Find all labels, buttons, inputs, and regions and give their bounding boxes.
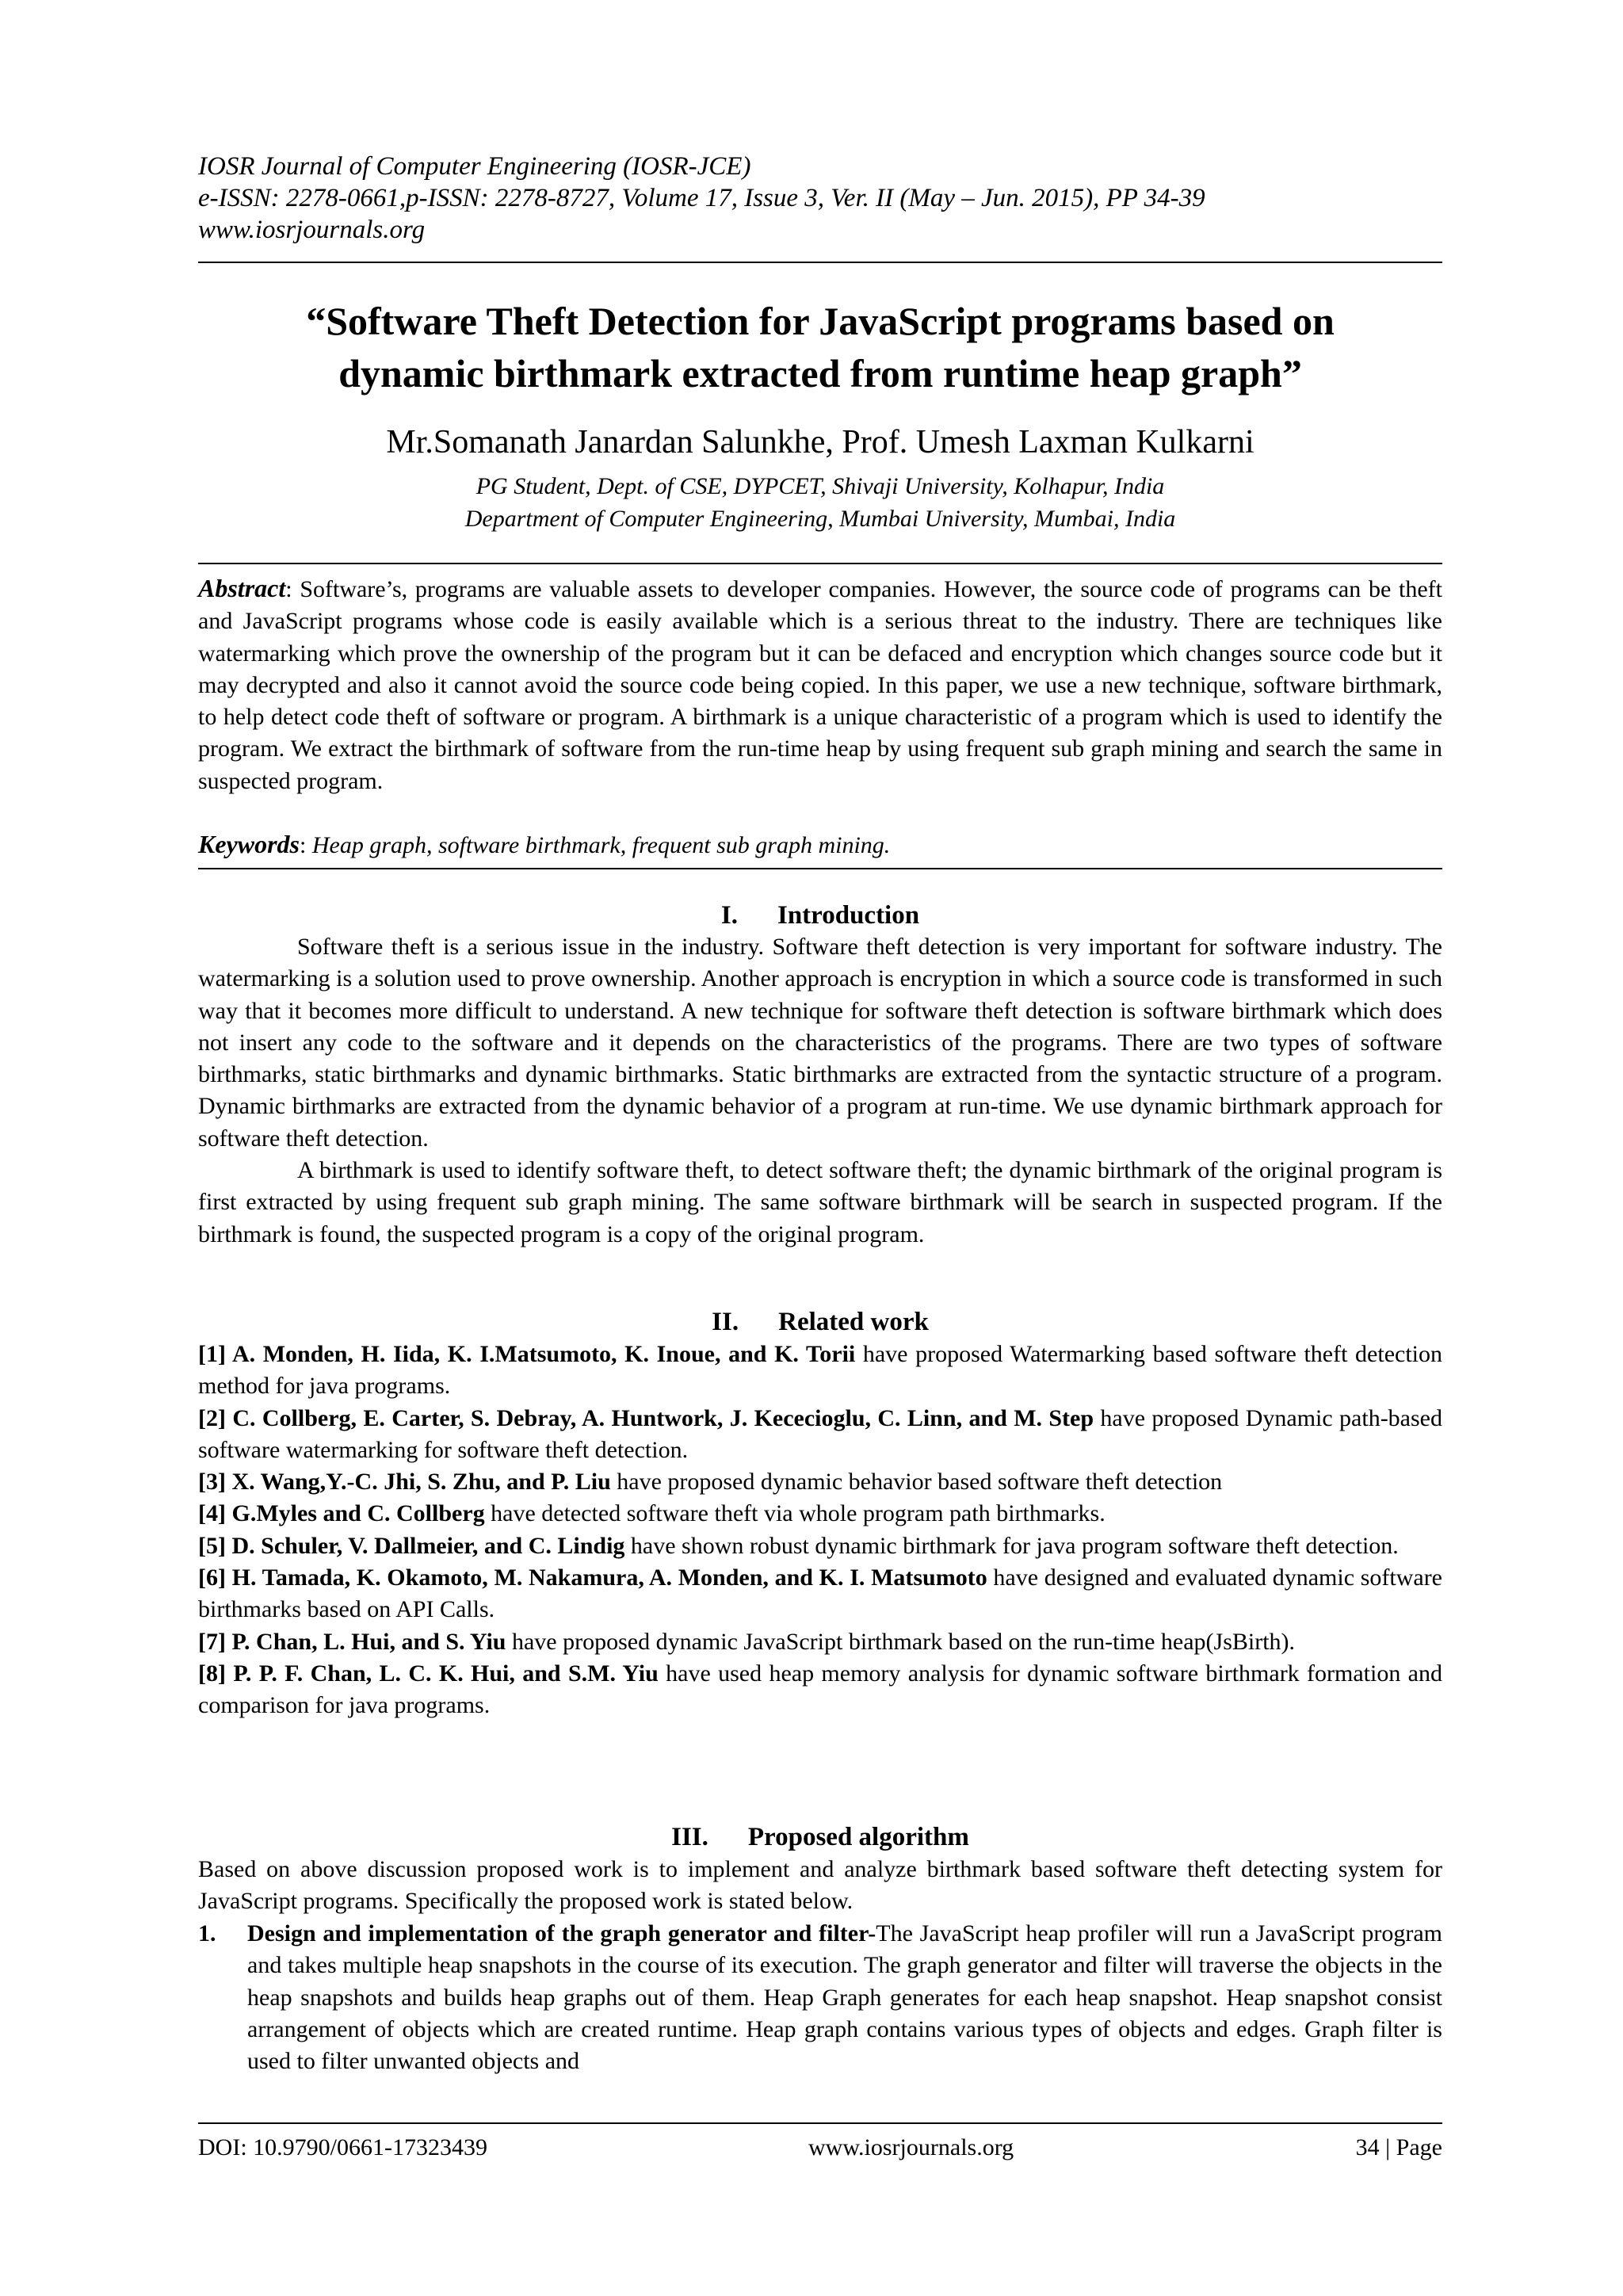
header-divider — [198, 262, 1442, 263]
proposed-intro — [198, 1854, 1442, 1918]
reference-text: have designed and evaluated dynamic software birthmarks based on API Calls. — [198, 1564, 1442, 1623]
abstract — [198, 572, 1442, 797]
reference-authors: [2] C. Collberg, E. Carter, S. Debray, A. Huntwork, J. Kececioglu, C. Linn, and M. Step — [198, 1404, 1094, 1431]
reference-text: have used heap memory analysis for dynamic software birthmark formation and comparison for java programs. — [198, 1660, 1442, 1719]
section-number: III. — [671, 1823, 708, 1851]
section-number: II. — [712, 1308, 739, 1336]
keywords-label: Keywords — [198, 830, 300, 858]
reference-authors: [3] X. Wang,Y.-C. Jhi, S. Zhu, and P. Liu — [198, 1469, 611, 1496]
journal-website: www.iosrjournals.org — [198, 216, 426, 244]
reference-item — [198, 1626, 1442, 1658]
reference-item — [198, 1339, 1442, 1403]
keywords-text: Heap graph, software birthmark, frequent sub graph mining. — [306, 832, 891, 858]
paper-title — [198, 295, 1442, 399]
reference-text: have proposed Dynamic path-based software watermarking for software theft detection. — [198, 1404, 1442, 1463]
intro-paragraph-2: A birthmark is used to identify software theft, to detect software theft; the dynamic birthmark of the original program is first extracted by using frequent sub graph mining. The same software birthmark will be search in suspected program. If the birthmark is found, the suspected program is a copy of the original program. — [198, 1157, 1442, 1247]
list-item-text: The JavaScript heap profiler will run a JavaScript program and takes multiple heap snapshots in the course of its execution. The graph generator and filter will traverse the objects in the heap snapshots and builds heap graphs out of them. Heap Graph generates for each heap snapshot. Heap snapshot consist arrangement of objects which are created runtime. Heap graph contains various types of objects and edges. Graph filter is used to filter unwanted objects and — [247, 1920, 1443, 2075]
section-heading-proposed-algorithm — [198, 1821, 1442, 1853]
affiliation-1: PG Student, Dept. of CSE, DYPCET, Shivaji University, Kolhapur, India — [475, 473, 1165, 499]
section-heading-introduction — [198, 900, 1442, 931]
reference-authors: [6] H. Tamada, K. Okamoto, M. Nakamura, A. Monden, and K. I. Matsumoto — [198, 1564, 987, 1591]
section-title: Related work — [778, 1308, 929, 1336]
reference-text: have proposed Watermarking based software theft detection method for java programs. — [198, 1341, 1442, 1400]
abstract-text: : Software’s, programs are valuable assets to developer companies. However, the source code of programs can be theft and JavaScript programs whose code is easily available which is a serious threat to the industry. There are techniques like watermarking which prove the ownership of the program but it can be defaced and encryption which changes source code but it may decrypted and also it cannot avoid the source code being copied. In this paper, we use a new technique, software birthmark, to help detect code theft of software or program. A birthmark is a unique characteristic of a program which is used to identify the program. We extract the birthmark of software from the run-time heap by using frequent sub graph mining and search the same in suspected program. — [198, 576, 1442, 794]
reference-authors: [1] A. Monden, H. Iida, K. I.Matsumoto, K. Inoue, and K. Torii — [198, 1341, 856, 1367]
list-number: 1. — [198, 1920, 216, 1946]
footer-doi: DOI: 10.9790/0661-17323439 — [198, 2134, 487, 2160]
footer-website: www.iosrjournals.org — [808, 2134, 1014, 2160]
proposed-intro-paragraph: Based on above discussion proposed work is to implement and analyze birthmark based software theft detecting system for JavaScript programs. Specifically the proposed work is stated below. — [198, 1856, 1442, 1915]
related-work-list — [198, 1339, 1442, 1722]
reference-item — [198, 1466, 1442, 1498]
proposed-list — [198, 1918, 1442, 2077]
intro-paragraph-1: Software theft is a serious issue in the industry. Software theft detection is very important for software industry. The watermarking is a solution used to prove ownership. Another approach is encryption in which a source code is transformed in such way that it becomes more difficult to understand. A new technique for software theft detection is software birthmark which does not insert any code to the software and it depends on the characteristics of the programs. There are two types of software birthmarks, static birthmarks and dynamic birthmarks. Static birthmarks are extracted from the syntactic structure of a program. Dynamic birthmarks are extracted from the dynamic behavior of a program at run-time. We use dynamic birthmark approach for software theft detection. — [198, 934, 1442, 1152]
section-number: I. — [720, 901, 738, 930]
journal-issn: e-ISSN: 2278-0661,p-ISSN: 2278-8727, Volume 17, Issue 3, Ver. II (May – Jun. 2015), PP 34-39 — [198, 184, 1205, 212]
journal-name: IOSR Journal of Computer Engineering (IOSR-JCE) — [198, 152, 751, 181]
reference-item — [198, 1530, 1442, 1562]
keywords-sep: : — [300, 832, 307, 858]
list-item-heading: Design and implementation of the graph generator and filter- — [247, 1920, 876, 1946]
affiliations — [198, 470, 1442, 535]
reference-text: have shown robust dynamic birthmark for java program software theft detection. — [624, 1532, 1399, 1559]
authors: Mr.Somanath Janardan Salunkhe, Prof. Umesh Laxman Kulkarni — [386, 424, 1254, 460]
journal-header — [198, 151, 1442, 246]
reference-item — [198, 1562, 1442, 1626]
footer-page-number: 34 | Page — [1355, 2134, 1442, 2160]
reference-authors: [7] P. Chan, L. Hui, and S. Yiu — [198, 1628, 506, 1655]
title-line-2: dynamic birthmark extracted from runtime heap graph” — [338, 351, 1302, 395]
abstract-top-rule — [198, 563, 1442, 564]
section-title: Introduction — [777, 901, 920, 930]
abstract-label: Abstract — [198, 574, 286, 602]
footer-divider — [198, 2122, 1442, 2124]
section-heading-related-work — [198, 1306, 1442, 1338]
section-title: Proposed algorithm — [747, 1823, 969, 1851]
reference-text: have proposed dynamic behavior based software theft detection — [610, 1469, 1223, 1496]
title-line-1: “Software Theft Detection for JavaScript programs based on — [306, 299, 1335, 343]
proposed-list-item — [198, 1918, 1442, 2077]
reference-item — [198, 1403, 1442, 1467]
keywords — [198, 828, 1442, 861]
introduction-body — [198, 931, 1442, 1251]
reference-text: have proposed dynamic JavaScript birthmark based on the run-time heap(JsBirth). — [506, 1628, 1296, 1655]
reference-item — [198, 1498, 1442, 1530]
reference-authors: [5] D. Schuler, V. Dallmeier, and C. Lindig — [198, 1532, 625, 1559]
affiliation-2: Department of Computer Engineering, Mumbai University, Mumbai, India — [464, 506, 1176, 532]
reference-item — [198, 1658, 1442, 1722]
reference-text: have detected software theft via whole program path birthmarks. — [484, 1500, 1106, 1527]
reference-authors: [4] G.Myles and C. Collberg — [198, 1500, 485, 1527]
reference-authors: [8] P. P. F. Chan, L. C. K. Hui, and S.M. Yiu — [198, 1660, 659, 1687]
abstract-bottom-rule — [198, 868, 1442, 869]
